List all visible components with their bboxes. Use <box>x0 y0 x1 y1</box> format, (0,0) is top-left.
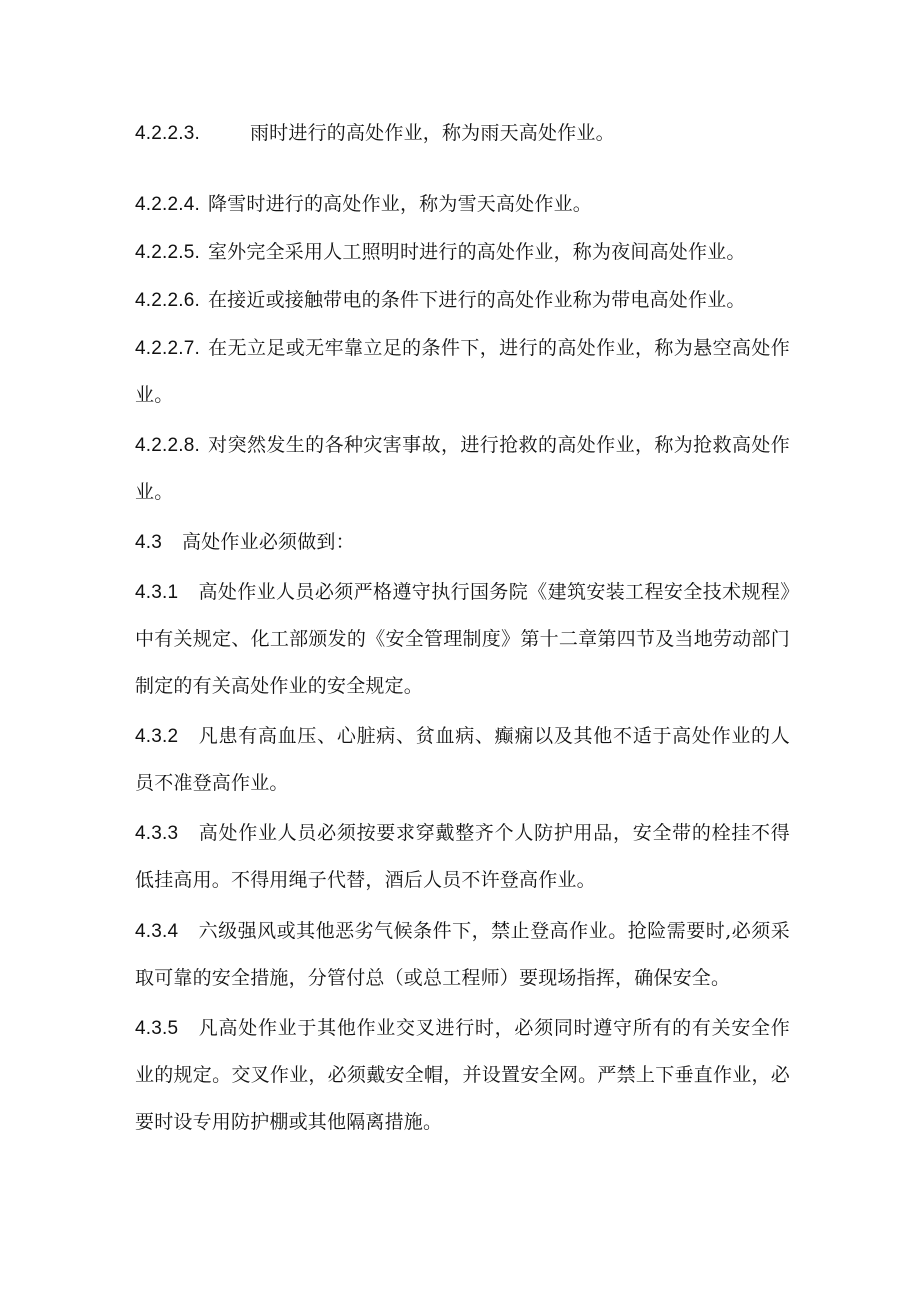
paragraph-4-2-2-8 <box>135 422 790 516</box>
paragraph-4-2-2-6 <box>135 277 790 324</box>
section-number: 4.2.2.3. <box>135 123 200 144</box>
paragraph-4-2-2-5 <box>135 229 790 276</box>
section-number: 4.3.4 <box>135 921 179 942</box>
paragraph-4-3-2 <box>135 713 790 807</box>
section-number: 4.2.2.6. <box>135 290 200 311</box>
section-number: 4.2.2.4. <box>135 194 200 215</box>
paragraph-4-2-2-4 <box>135 181 790 228</box>
section-number: 4.2.2.8. <box>135 435 200 456</box>
paragraph-text: 在接近或接触带电的条件下进行的高处作业称为带电高处作业。 <box>207 289 746 311</box>
section-number: 4.3.5 <box>135 1018 179 1039</box>
paragraph-text: 在无立足或无牢靠立足的条件下，进行的高处作业，称为悬空高处作业。 <box>135 337 790 406</box>
paragraph-text: 六级强风或其他恶劣气候条件下，禁止登高作业。抢险需要时,必须采取可靠的安全措施，分管付总（或总工程师）要现场指挥，确保安全。 <box>135 920 790 989</box>
paragraph-text: 降雪时进行的高处作业，称为雪天高处作业。 <box>207 193 592 215</box>
section-number: 4.3.3 <box>135 823 179 844</box>
paragraph-4-2-2-3 <box>135 110 790 157</box>
section-number: 4.3.1 <box>135 582 179 603</box>
paragraph-4-2-2-7 <box>135 325 790 419</box>
paragraph-text: 凡患有高血压、心脏病、贫血病、癫痫以及其他不适于高处作业的人员不准登高作业。 <box>135 725 790 794</box>
paragraph-text: 对突然发生的各种灾害事故，进行抢救的高处作业，称为抢救高处作业。 <box>135 434 790 503</box>
section-number: 4.3.2 <box>135 726 179 747</box>
section-number: 4.2.2.5. <box>135 242 200 263</box>
paragraph-4-3-4 <box>135 908 790 1002</box>
paragraph-4-3-1 <box>135 569 790 710</box>
paragraph-text: 高处作业人员必须严格遵守执行国务院《建筑安装工程安全技术规程》中有关规定、化工部颁发的《安全管理制度》第十二章第四节及当地劳动部门制定的有关高处作业的安全规定。 <box>135 581 790 697</box>
paragraph-text: 高处作业必须做到： <box>182 531 355 553</box>
paragraph-4-3 <box>135 519 790 566</box>
paragraph-text: 凡高处作业于其他作业交叉进行时，必须同时遵守所有的有关安全作业的规定。交叉作业，必须戴安全帽，并设置安全网。严禁上下垂直作业，必要时设专用防护棚或其他隔离措施。 <box>135 1017 790 1133</box>
section-number: 4.2.2.7. <box>135 338 200 359</box>
paragraph-text: 室外完全采用人工照明时进行的高处作业，称为夜间高处作业。 <box>207 241 746 263</box>
paragraph-text: 雨时进行的高处作业，称为雨天高处作业。 <box>249 122 615 144</box>
paragraph-4-3-5 <box>135 1005 790 1146</box>
paragraph-text: 高处作业人员必须按要求穿戴整齐个人防护用品，安全带的栓挂不得低挂高用。不得用绳子代替，酒后人员不许登高作业。 <box>135 822 790 891</box>
section-number: 4.3 <box>135 532 163 553</box>
paragraph-4-3-3 <box>135 810 790 904</box>
